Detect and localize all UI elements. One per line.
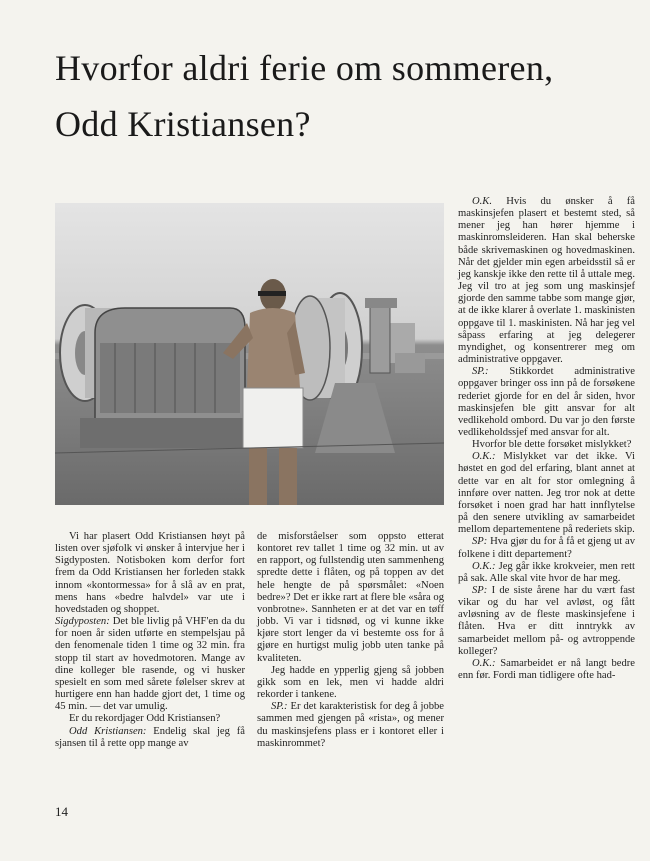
paragraph bbox=[55, 531, 245, 616]
paragraph-text: Endelig skal jeg få sjansen til å rette opp mange av bbox=[55, 725, 245, 749]
text-column-1 bbox=[55, 531, 245, 750]
paragraph bbox=[458, 561, 635, 585]
article-photo bbox=[55, 203, 444, 505]
speaker-label: O.K.: bbox=[472, 657, 496, 669]
paragraph bbox=[55, 726, 245, 750]
article-title bbox=[55, 40, 635, 152]
paragraph bbox=[55, 616, 245, 713]
paragraph bbox=[257, 701, 444, 750]
paragraph bbox=[458, 439, 635, 451]
paragraph bbox=[458, 585, 635, 658]
paragraph-text: Mislykket var det ikke. Vi høstet en god del erfaring, blant annet at dette var en alt for stor omlegning å innføre over natten. Jeg tror nok at dette forsøket i noen grad har hatt innflytelse på den senere utvikling av samarbeidet mellom departementene på rederiets skip. bbox=[458, 451, 635, 536]
paragraph-text: Jeg hadde en ypperlig gjeng så jobben gikk som en lek, men vi hadde aldri rekorder i tankene. bbox=[257, 664, 444, 701]
speaker-label: O.K. bbox=[472, 196, 493, 207]
paragraph-text: Stikkordet administrative oppgaver bringer oss inn på de forsøkene rederiet gjorde for en del år siden, hvor maskinsjefen ble gitt ansvar for alt vedlikehold ombord. Du var jo den første vedlikeholdssjef med ansvar for alt. bbox=[458, 366, 635, 438]
title-line-1: Hvorfor aldri ferie om sommeren, bbox=[55, 48, 554, 88]
paragraph bbox=[458, 196, 635, 366]
paragraph-text: Vi har plasert Odd Kristiansen høyt på listen over sjøfolk vi ønsker å intervjue her i Sigdyposten. Notisboken kom derfor fort frem da Odd Kristiansen her forleden stakk innom «kontormessa» for å slå av en prat, mens hans «bedre halvdel» var ute i hovedstaden og shoppet. bbox=[55, 531, 245, 615]
paragraph bbox=[458, 658, 635, 682]
paragraph-text: Jeg går ikke krokveier, men rett på sak. Alle skal vite hvor de har meg. bbox=[458, 560, 635, 584]
speaker-label: O.K.: bbox=[472, 560, 496, 572]
paragraph bbox=[458, 536, 635, 560]
page-number: 14 bbox=[55, 804, 68, 819]
paragraph bbox=[458, 451, 635, 536]
speaker-label: O.K.: bbox=[472, 451, 496, 463]
paragraph-text: Hva gjør du for å få et gjeng ut av folkene i ditt departement? bbox=[458, 536, 635, 560]
paragraph bbox=[458, 366, 635, 439]
speaker-label: SP: bbox=[472, 585, 488, 596]
paragraph-text: I de siste årene har du vært fast vikar og du har vel avløst, og fått avløsning av de fleste maskinsjefene i flåten. Hva er ditt inntrykk av samarbeidet mellom på- og avtroppende kolleger? bbox=[458, 585, 635, 657]
text-column-2 bbox=[257, 531, 444, 750]
paragraph bbox=[55, 713, 245, 725]
paragraph-text: Hvis du ønsker å få maskinsjefen plasert et bestemt sted, så mener jeg han hører hjemme i maskinromsleideren. Han skal beherske både skrivemaskinen og hovedmaskinen. Når det gjelder min egen arbeidsstil så er jeg kanskje ikke den rette til å uttale meg. Jeg vil tro at jeg som ung maskinsjef gjorde den samme tabbe som mange gjør, at de ikke klarer å overlate 1. maskinisten oppgave til 1. maskinisten. Nå har jeg vel såpass erfaring at jeg delegerer myndighet, og konsentrerer meg om administrative oppgaver. bbox=[458, 196, 635, 366]
speaker-label: SP: bbox=[472, 536, 488, 548]
photo-icon bbox=[55, 203, 444, 505]
paragraph-text: Er det karakteristisk for deg å jobbe sammen med gjengen på «rista», og mener du maskinsjefens plass er i kontoret eller i maskinrommet? bbox=[257, 701, 444, 749]
paragraph-text: de misforståelser som oppsto etterat kontoret rev tallet 1 time og 32 min. ut av en rapport, og fullstendig uten sammenheng spredte dette i flåten, og på toppen av det hele hengte de på spørsmålet: «Noen bedre»? Det er ikke rart at flere ble «såra og vonbrotne». Sannheten er at det var en tøff jobb. Vi var i tidsnød, og vi kunne ikke kjøre stort lenger da vi bestemte oss for å gjøre en hurtigst mulig jobb uten tanke på kvaliteten. bbox=[257, 531, 444, 664]
speaker-label: SP.: bbox=[271, 701, 288, 713]
speaker-label: Sigdyposten: bbox=[55, 616, 110, 628]
speaker-label: SP.: bbox=[472, 366, 489, 378]
paragraph-text: Det ble livlig på VHF'en da du for noen år siden utførte en stempelsjau på den fenomenale tiden 1 time og 32 min. fra stopp til start av hovedmotoren. Mange av dine kolleger ble rasende, og vi husker spesielt en som med sårete følelser skrev at hurtigere enn han hadde gjort det, 1 time og 45 min. — det var umulig. bbox=[55, 616, 245, 713]
paragraph bbox=[257, 665, 444, 701]
paragraph bbox=[257, 531, 444, 665]
paragraph-text: Hvorfor ble dette forsøket mislykket? bbox=[472, 439, 632, 451]
text-column-3 bbox=[458, 196, 635, 682]
speaker-label: Odd Kristiansen: bbox=[69, 725, 147, 737]
paragraph-text: Samarbeidet er nå langt bedre enn før. Fordi man tidligere ofte had- bbox=[458, 657, 635, 682]
title-line-2: Odd Kristiansen? bbox=[55, 104, 311, 144]
paragraph-text: Er du rekordjager Odd Kristiansen? bbox=[69, 713, 221, 725]
